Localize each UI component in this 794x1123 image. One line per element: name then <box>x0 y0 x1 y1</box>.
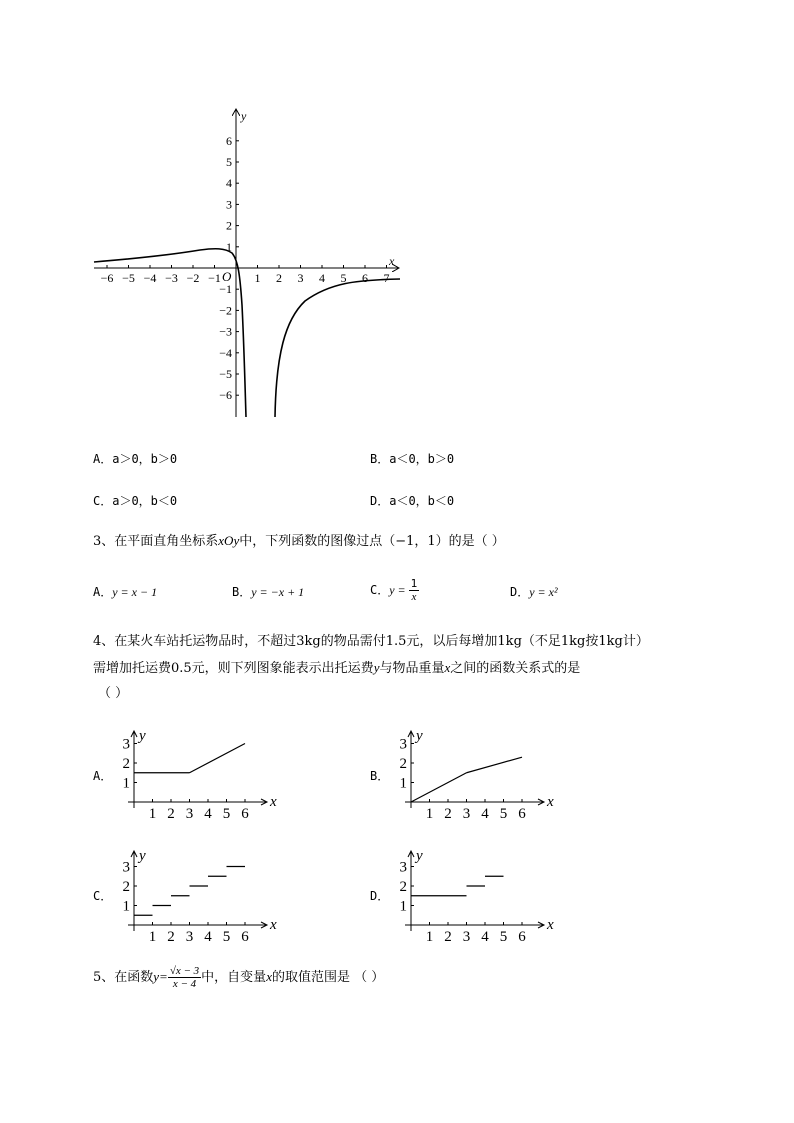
q4-x-label: x <box>547 917 554 933</box>
y-tick-label: 3 <box>226 197 232 212</box>
q4-y-label: y <box>139 728 146 744</box>
q4-x-tick-label: 5 <box>222 806 231 822</box>
y-tick-label: 4 <box>226 176 232 191</box>
q4-graph-b <box>389 728 554 822</box>
q4-x-tick-label: 1 <box>425 929 434 945</box>
q4-stem-line1: 4、在某火车站托运物品时，不超过3kg的物品需付1.5元，以后每增加1kg（不足1kg按1kg计） <box>93 634 649 649</box>
q4-answer-paren: （ ） <box>98 686 129 701</box>
q4-option-d-label[interactable]: D． <box>370 889 390 903</box>
x-tick-label: 2 <box>276 271 282 285</box>
q4-y-tick-label: 1 <box>399 898 407 915</box>
y-axis-label: y <box>241 109 247 123</box>
q4-x-tick-label: 2 <box>444 806 452 822</box>
q4-stem-line2: 需增加托运费0.5元，则下列图象能表示出托运费y与物品重量x之间的函数关系式的是 <box>93 660 581 676</box>
q4-x-tick-label: 3 <box>185 929 194 945</box>
q4-x-tick-label: 1 <box>425 806 434 822</box>
q4-x-tick-label: 2 <box>167 929 175 945</box>
y-tick-label: −1 <box>219 282 232 297</box>
q3-option-c-fraction: $\frac{1}{x}$ <box>410 577 418 603</box>
q4-y-tick-label: 3 <box>399 736 407 753</box>
q3-option-b[interactable]: B．y = −x + 1 <box>232 585 305 599</box>
q4-x-tick-label: 4 <box>481 929 489 945</box>
x-tick-label: −3 <box>165 271 178 285</box>
q4-x-tick-label: 6 <box>241 929 249 945</box>
q4-y-tick-label: 1 <box>399 775 407 792</box>
q4-graph-segment <box>190 744 246 773</box>
q4-graph-segment <box>411 773 467 802</box>
x-tick-label: 6 <box>362 271 368 285</box>
q4-x-label: x <box>270 794 277 810</box>
x-tick-label: 7 <box>383 271 390 285</box>
q4-x-tick-label: 4 <box>204 929 212 945</box>
q4-x-tick-label: 6 <box>241 806 249 822</box>
q2-option-b[interactable]: B．a＜0，b＞0 <box>370 452 455 466</box>
y-tick-label: −2 <box>219 303 232 318</box>
q3-stem: 3、在平面直角坐标系xOy中，下列函数的图像过点（−1，1）的是（ ） <box>93 533 505 549</box>
q3-option-d[interactable]: D．y = x² <box>510 585 558 599</box>
q4-y-tick-label: 1 <box>122 775 130 792</box>
q4-y-label: y <box>139 848 146 864</box>
q4-x-tick-label: 5 <box>499 806 508 822</box>
q4-x-tick-label: 6 <box>518 806 526 822</box>
x-axis-label: x <box>389 254 395 268</box>
q4-x-tick-label: 1 <box>148 929 157 945</box>
q4-x-tick-label: 6 <box>518 929 526 945</box>
q4-x-tick-label: 1 <box>148 806 157 822</box>
q3-option-c[interactable]: C．y = $\frac{1}{x}$ <box>370 577 418 603</box>
y-tick-label: 1 <box>226 239 232 254</box>
q4-graph-d <box>389 848 554 945</box>
q4-x-label: x <box>270 917 277 933</box>
q4-y-tick-label: 2 <box>122 879 130 895</box>
x-tick-label: −2 <box>186 271 200 285</box>
y-tick-label: 5 <box>226 155 232 169</box>
q4-y-tick-label: 3 <box>122 736 130 753</box>
y-tick-label: −5 <box>219 367 232 381</box>
y-tick-label: −3 <box>219 324 232 339</box>
x-tick-label: −5 <box>122 271 135 285</box>
x-tick-label: 1 <box>254 271 261 285</box>
q4-y-tick-label: 2 <box>399 756 407 772</box>
q5-fraction: $\frac{√x - 3}{x - 4}$ <box>169 965 200 990</box>
q4-option-a-label[interactable]: A． <box>93 769 113 783</box>
x-tick-label: 4 <box>319 271 325 285</box>
q5-stem: 5、在函数y= $\frac{√x - 3}{x - 4}$ 中，自变量x的取值范围是 （ ） <box>93 965 385 990</box>
x-tick-label: −6 <box>100 271 114 285</box>
y-tick-label: 6 <box>226 133 232 148</box>
x-tick-label: −4 <box>143 271 157 285</box>
q4-y-tick-label: 2 <box>399 879 407 895</box>
x-tick-label: 5 <box>340 271 347 285</box>
q4-x-tick-label: 2 <box>167 806 175 822</box>
y-tick-label: 2 <box>226 218 232 233</box>
q4-y-tick-label: 1 <box>122 898 130 915</box>
right-branch-curve <box>275 279 400 417</box>
x-tick-label: 3 <box>297 271 304 285</box>
q4-y-label: y <box>416 848 423 864</box>
q4-graph-segment <box>467 757 523 773</box>
q4-x-tick-label: 4 <box>204 806 212 822</box>
q2-option-c[interactable]: C．a＞0，b＜0 <box>93 494 178 508</box>
q2-option-a[interactable]: A．a＞0，b＞0 <box>93 452 178 466</box>
q4-option-b-label[interactable]: B． <box>370 769 390 783</box>
q3-option-a[interactable]: A．y = x − 1 <box>93 585 158 599</box>
q4-x-tick-label: 4 <box>481 806 489 822</box>
q4-option-c-label[interactable]: C． <box>93 889 113 903</box>
q4-x-label: x <box>547 794 554 810</box>
q4-y-label: y <box>416 728 423 744</box>
origin-label: O <box>222 269 232 284</box>
y-tick-label: −4 <box>219 345 232 360</box>
q4-x-tick-label: 5 <box>499 929 508 945</box>
q4-x-tick-label: 3 <box>185 806 194 822</box>
q4-y-tick-label: 3 <box>399 859 407 876</box>
q4-x-tick-label: 3 <box>462 929 471 945</box>
q4-x-tick-label: 2 <box>444 929 452 945</box>
q4-graph-a <box>112 728 277 822</box>
main-function-graph <box>90 105 410 425</box>
q4-x-tick-label: 3 <box>462 806 471 822</box>
y-tick-label: −6 <box>219 388 232 403</box>
q4-y-tick-label: 2 <box>122 756 130 772</box>
q4-y-tick-label: 3 <box>122 859 130 876</box>
x-tick-label: −1 <box>208 271 221 285</box>
q4-x-tick-label: 5 <box>222 929 231 945</box>
q4-graph-c <box>112 848 277 945</box>
q2-option-d[interactable]: D．a＜0，b＜0 <box>370 494 455 508</box>
